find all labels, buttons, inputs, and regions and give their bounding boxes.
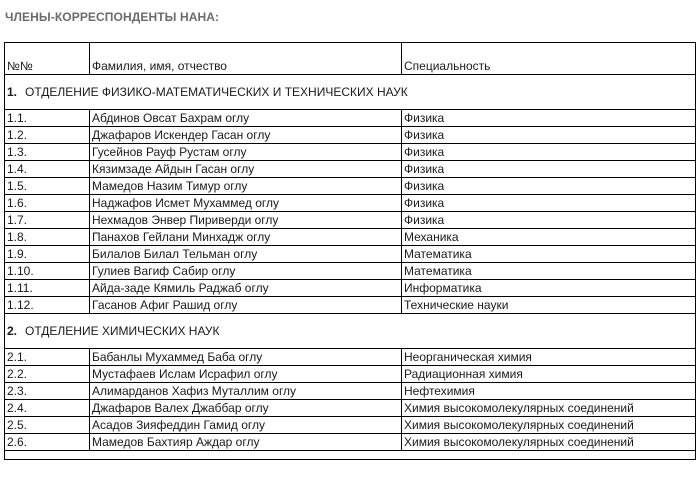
member-number: 2.4. (5, 400, 90, 417)
member-number: 2.5. (5, 417, 90, 434)
member-name: Гулиев Вагиф Сабир оглу (90, 263, 402, 280)
member-name: Мамедов Назим Тимур оглу (90, 178, 402, 195)
member-name: Нехмадов Энвер Пириверди оглу (90, 212, 402, 229)
section-number: 2. (7, 324, 18, 338)
table-row (5, 127, 696, 144)
member-number: 1.9. (5, 246, 90, 263)
member-number: 1.4. (5, 161, 90, 178)
table-row (5, 417, 696, 434)
member-name: Абдинов Овсат Бахрам оглу (90, 110, 402, 127)
member-name: Наджафов Исмет Мухаммед оглу (90, 195, 402, 212)
table-row (5, 229, 696, 246)
member-specialty: Информатика (402, 280, 696, 297)
member-specialty: Химия высокомолекулярных соединений (402, 434, 696, 451)
member-specialty: Радиационная химия (402, 366, 696, 383)
member-name: Панахов Гейлани Минхадж оглу (90, 229, 402, 246)
member-number: 1.1. (5, 110, 90, 127)
member-number: 1.12. (5, 297, 90, 314)
table-header-row (5, 43, 696, 75)
members-table-body (5, 43, 696, 460)
member-name: Джафаров Искендер Гасан оглу (90, 127, 402, 144)
section-title: ОТДЕЛЕНИЕ ФИЗИКО-МАТЕМАТИЧЕСКИХ И ТЕХНИЧЕСКИХ НАУК (25, 85, 408, 99)
table-row (5, 178, 696, 195)
table-row (5, 400, 696, 417)
table-row (5, 212, 696, 229)
member-specialty: Механика (402, 229, 696, 246)
table-row (5, 263, 696, 280)
member-name: Гусейнов Рауф Рустам оглу (90, 144, 402, 161)
member-name: Бабанлы Мухаммед Баба оглу (90, 349, 402, 366)
table-row (5, 349, 696, 366)
member-name: Алимарданов Хафиз Муталлим оглу (90, 383, 402, 400)
table-row (5, 246, 696, 263)
header-specialty: Специальность (402, 43, 696, 75)
header-number: №№ (5, 43, 90, 75)
member-name: Асадов Зияфеддин Гамид оглу (90, 417, 402, 434)
header-name: Фамилия, имя, отчество (90, 43, 402, 75)
member-specialty: Химия высокомолекулярных соединений (402, 400, 696, 417)
member-number: 1.8. (5, 229, 90, 246)
table-row (5, 297, 696, 314)
section-row (5, 314, 696, 349)
member-specialty: Физика (402, 110, 696, 127)
table-row (5, 280, 696, 297)
table-row (5, 434, 696, 451)
section-title: ОТДЕЛЕНИЕ ХИМИЧЕСКИХ НАУК (25, 324, 220, 338)
member-name: Кязимзаде Айдын Гасан оглу (90, 161, 402, 178)
members-table (4, 42, 696, 460)
member-specialty: Физика (402, 178, 696, 195)
member-name: Джафаров Валех Джаббар оглу (90, 400, 402, 417)
table-row (5, 366, 696, 383)
table-row-continuation (5, 451, 696, 460)
section-title-cell (5, 75, 696, 110)
member-number: 1.7. (5, 212, 90, 229)
member-specialty: Физика (402, 212, 696, 229)
continuation-cell (5, 451, 696, 460)
member-specialty: Химия высокомолекулярных соединений (402, 417, 696, 434)
member-specialty: Технические науки (402, 297, 696, 314)
member-specialty: Математика (402, 246, 696, 263)
member-specialty: Нефтехимия (402, 383, 696, 400)
member-name: Мамедов Бахтияр Аждар оглу (90, 434, 402, 451)
member-number: 1.11. (5, 280, 90, 297)
member-number: 1.3. (5, 144, 90, 161)
member-number: 2.2. (5, 366, 90, 383)
table-row (5, 195, 696, 212)
section-row (5, 75, 696, 110)
page-title: ЧЛЕНЫ-КОРРЕСПОНДЕНТЫ НАНА: (5, 10, 220, 24)
section-number: 1. (7, 85, 18, 99)
table-row (5, 144, 696, 161)
member-name: Гасанов Афиг Рашид оглу (90, 297, 402, 314)
member-specialty: Физика (402, 161, 696, 178)
table-row (5, 383, 696, 400)
member-number: 2.6. (5, 434, 90, 451)
member-number: 2.1. (5, 349, 90, 366)
member-name: Мустафаев Ислам Исрафил оглу (90, 366, 402, 383)
member-specialty: Физика (402, 127, 696, 144)
member-number: 1.5. (5, 178, 90, 195)
member-specialty: Математика (402, 263, 696, 280)
section-title-cell (5, 314, 696, 349)
member-specialty: Физика (402, 195, 696, 212)
member-number: 1.6. (5, 195, 90, 212)
member-number: 1.2. (5, 127, 90, 144)
member-name: Билалов Билал Тельман оглу (90, 246, 402, 263)
member-number: 1.10. (5, 263, 90, 280)
table-row (5, 110, 696, 127)
member-name: Айда-заде Кямиль Раджаб оглу (90, 280, 402, 297)
member-specialty: Неорганическая химия (402, 349, 696, 366)
table-row (5, 161, 696, 178)
member-specialty: Физика (402, 144, 696, 161)
member-number: 2.3. (5, 383, 90, 400)
